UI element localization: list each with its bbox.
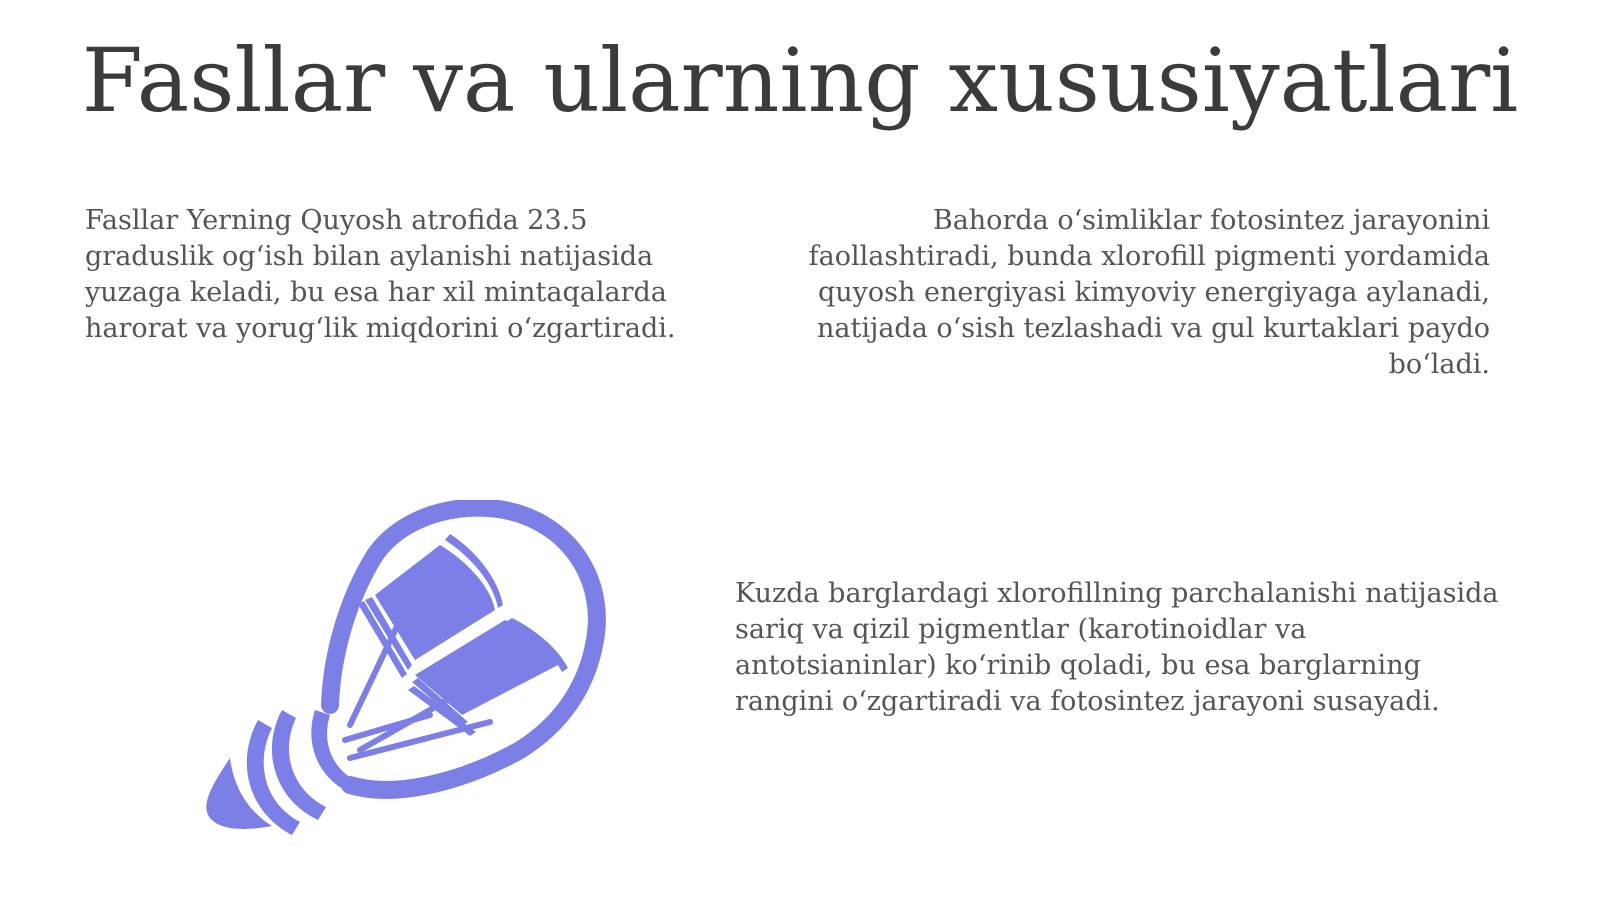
paragraph-autumn: Kuzda barglardagi xlorofillning parchalanishi natijasida sariq va qizil pigmentlar (karotinoidlar va antotsianinlar) ko‘rinib qoladi, bu esa barglarning rangini o‘zgartiradi va fotosintez jarayoni susayadi. (735, 578, 1499, 717)
slide-title: Fasllar va ularning xususiyatlari (81, 29, 1519, 132)
paragraph-seasons-cause: Fasllar Yerning Quyosh atrofida 23.5 graduslik og‘ish bilan aylanishi natijasida yuzaga keladi, bu esa har xil mintaqalarda harorat va yorug‘lik miqdorini o‘zgartiradi. (85, 205, 676, 344)
paragraph-spring: Bahorda o‘simliklar fotosintez jarayonini faollashtiradi, bunda xlorofill pigmenti yordamida quyosh energiyasi kimyoviy energiyaga aylanadi, natijada o‘sish tezlashadi va gul kurtaklari paydo bo‘ladi. (808, 205, 1490, 380)
lightbulb-book-icon (200, 500, 620, 860)
